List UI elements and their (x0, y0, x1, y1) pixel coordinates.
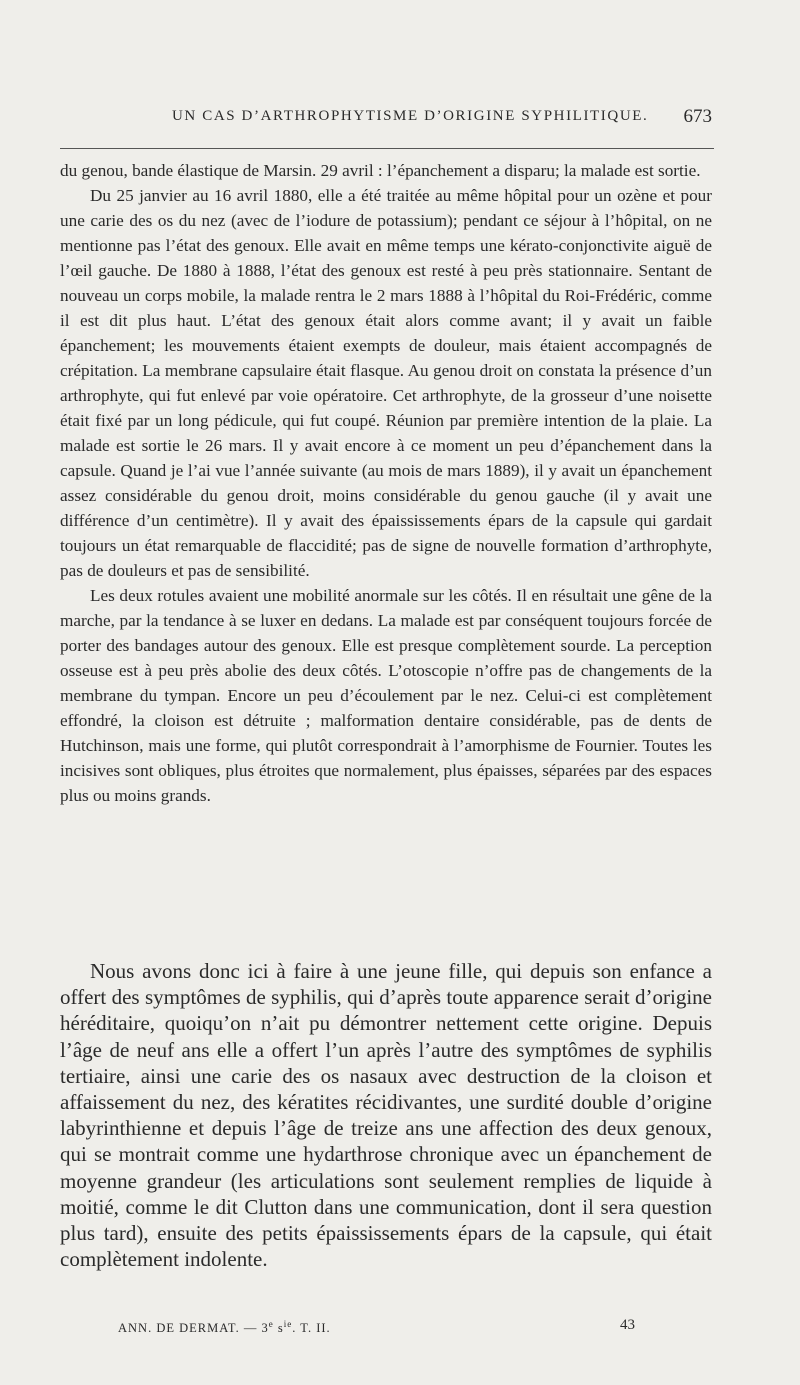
journal-ref-text: ANN. DE DERMAT. — 3 (118, 1321, 269, 1335)
header-rule (60, 148, 714, 149)
journal-ref-text: . T. II. (292, 1321, 331, 1335)
running-title: UN CAS D’ARTHROPHYTISME D’ORIGINE SYPHILITIQUE. (172, 108, 649, 124)
journal-ref-sup: e (268, 1319, 274, 1329)
paragraph: Les deux rotules avaient une mobilité anormale sur les côtés. Il en résultait une gêne de la marche, par la tendance à se luxer en dedans. La malade est par conséquent toujours forcée de porter des bandages autour des genoux. Elle est presque complètement sourde. La perception osseuse est à peu près abolie des deux côtés. L’otoscopie n’offre pas de changements de la membrane du tympan. Encore un peu d’écoulement par le nez. Celui-ci est complètement effondré, la cloison est détruite ; malformation dentaire considérable, pas de dents de Hutchinson, mais une forme, qui plutôt correspondrait à l’amorphisme de Fournier. Toutes les incisives sont obliques, plus étroites que normalement, plus épaisses, séparées par des espaces plus ou moins grands. (60, 586, 712, 805)
page-number: 673 (683, 106, 712, 127)
page-footer (60, 1317, 714, 1339)
paragraph: du genou, bande élastique de Marsin. 29 avril : l’épanchement a disparu; la malade est sortie. (60, 161, 701, 180)
journal-ref-text: s (273, 1321, 284, 1335)
running-head (60, 108, 714, 134)
paragraph: Nous avons donc ici à faire à une jeune fille, qui depuis son enfance a offert des symptômes de syphilis, qui d’après toute apparence serait d’origine héréditaire, quoiqu’on n’ait pu démontrer nettement cette origine. Depuis l’âge de neuf ans elle a offert l’un après l’autre des symptômes de syphilis tertiaire, ainsi une carie des os nasaux avec destruction de la cloison et affaissement du nez, des kératites récidivantes, une surdité double d’origine labyrinthienne et depuis l’âge de treize ans une affection des deux genoux, qui se montrait comme une hydarthrose chronique avec un épanchement de moyenne grandeur (les articulations sont seulement remplies de liquide à moitié, comme le dit Clutton dans une communication, dont il sera question plus tard), ensuite des petits épaississements épars de la capsule, qui était complètement indolente. (60, 959, 712, 1272)
paragraph: Du 25 janvier au 16 avril 1880, elle a été traitée au même hôpital pour un ozène et pour une carie des os du nez (avec de l’iodure de potassium); pendant ce séjour à l’hôpital, on ne mentionne pas l’état des genoux. Elle avait en même temps une kérato-conjonctivite aiguë de l’œil gauche. De 1880 à 1888, l’état des genoux est resté à peu près stationnaire. Sentant de nouveau un corps mobile, la malade rentra le 2 mars 1888 à l’hôpital du Roi-Frédéric, comme il est dit plus haut. L’état des genoux était alors comme avant; il y avait un faible épanchement; les mouvements étaient exempts de douleur, mais étaient accompagnés de crépitation. La membrane capsulaire était flasque. Au genou droit on constata la présence d’un arthrophyte, qui fut enlevé par voie opératoire. Cet arthrophyte, de la grosseur d’une noisette était fixé par un long pédicule, qui fut coupé. Réunion par première intention de la plaie. La malade est sortie le 26 mars. Il y avait encore à ce moment un peu d’épanchement dans la capsule. Quand je l’ai vue l’année suivante (au mois de mars 1889), il y avait un épanchement assez considérable du genou droit, moins considérable du genou gauche (il y avait une différence d’un centimètre). Il y avait des épaississements épars de la capsule qui gardait toujours un état remarquable de flaccidité; pas de signe de nouvelle formation d’arthrophyte, pas de douleurs et pas de sensibilité. (60, 186, 712, 580)
case-report-text (60, 158, 712, 808)
discussion-text (60, 958, 712, 1272)
journal-ref-sup: ie (283, 1319, 293, 1329)
signature-mark: 43 (620, 1317, 635, 1333)
journal-reference (118, 1319, 331, 1336)
